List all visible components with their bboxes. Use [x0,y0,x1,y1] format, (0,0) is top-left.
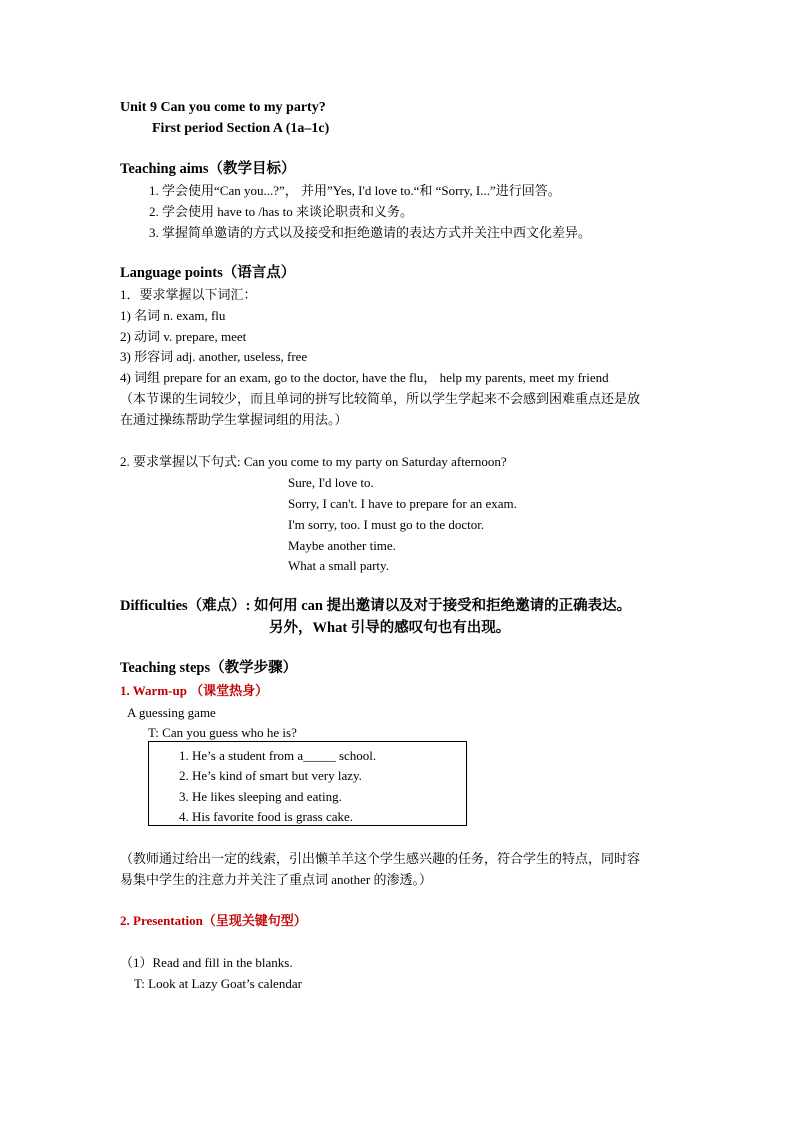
teacher-question: T: Can you guess who he is? [148,725,297,740]
clue-item: 3. He likes sleeping and eating. [179,789,342,804]
vocab-item: 2) 动词 v. prepare, meet [120,329,247,344]
vocab-item: 4) 词组 prepare for an exam, go to the doctor, have the flu， help my parents, meet my friend [120,370,609,385]
presentation-title: 2. Presentation（呈现关键句型） [120,913,307,928]
guessing-game-label: A guessing game [127,705,216,720]
warmup-note: （教师通过给出一定的线索，引出懒羊羊这个学生感兴趣的任务，符合学生的特点，同时容 [120,851,641,866]
vocab-note: （本节课的生词较少，而且单词的拼写比较简单，所以学生学起来不会感到困难重点还是放 [120,391,641,406]
sentence-item: Maybe another time. [288,538,396,553]
difficulties-line: Difficulties（难点）: 如何用 can 提出邀请以及对于接受和拒绝邀请的正确表达。 [120,598,632,614]
read-fill-instruction: （1）Read and fill in the blanks. [120,955,293,970]
teaching-aims-heading: Teaching aims（教学目标） [120,161,296,177]
vocab-note: 在通过操练帮助学生掌握词组的用法。） [120,412,348,427]
sentence-item: What a small party. [288,558,389,573]
unit-title: Unit 9 Can you come to my party? [120,100,326,115]
warmup-title: 1. Warm-up （课堂热身） [120,683,269,698]
clue-item: 2. He’s kind of smart but very lazy. [179,768,362,783]
language-points-heading: Language points（语言点） [120,265,296,281]
period-subtitle: First period Section A (1a–1c) [152,121,330,136]
clues-box [148,741,467,826]
warmup-note: 易集中学生的注意力并关注了重点词 another 的渗透。） [120,872,432,887]
sentence-intro: 2. 要求掌握以下句式: Can you come to my party on Saturday afternoon? [120,454,507,469]
difficulties-line: 另外，What 引导的感叹句也有出现。 [269,620,511,636]
clue-item: 4. His favorite food is grass cake. [179,809,354,824]
aim-item: 2. 学会使用 have to /has to 来谈论职责和义务。 [149,204,413,219]
clue-item: 1. He’s a student from a_____ school. [179,748,377,763]
calendar-instruction: T: Look at Lazy Goat’s calendar [134,976,302,991]
teaching-steps-heading: Teaching steps（教学步骤） [120,660,298,676]
vocab-intro: 1．要求掌握以下词汇： [120,287,257,302]
sentence-item: Sorry, I can't. I have to prepare for an exam. [288,496,517,511]
aim-item: 1. 学会使用“Can you...?”， 并用”Yes, I'd love to.“和 “Sorry, I...”进行回答。 [149,183,561,198]
aim-item: 3. 掌握简单邀请的方式以及接受和拒绝邀请的表达方式并关注中西文化差异。 [149,225,592,240]
vocab-item: 3) 形容词 adj. another, useless, free [120,349,308,364]
sentence-item: I'm sorry, too. I must go to the doctor. [288,517,485,532]
vocab-item: 1) 名词 n. exam, flu [120,308,226,323]
sentence-item: Sure, I'd love to. [288,475,374,490]
